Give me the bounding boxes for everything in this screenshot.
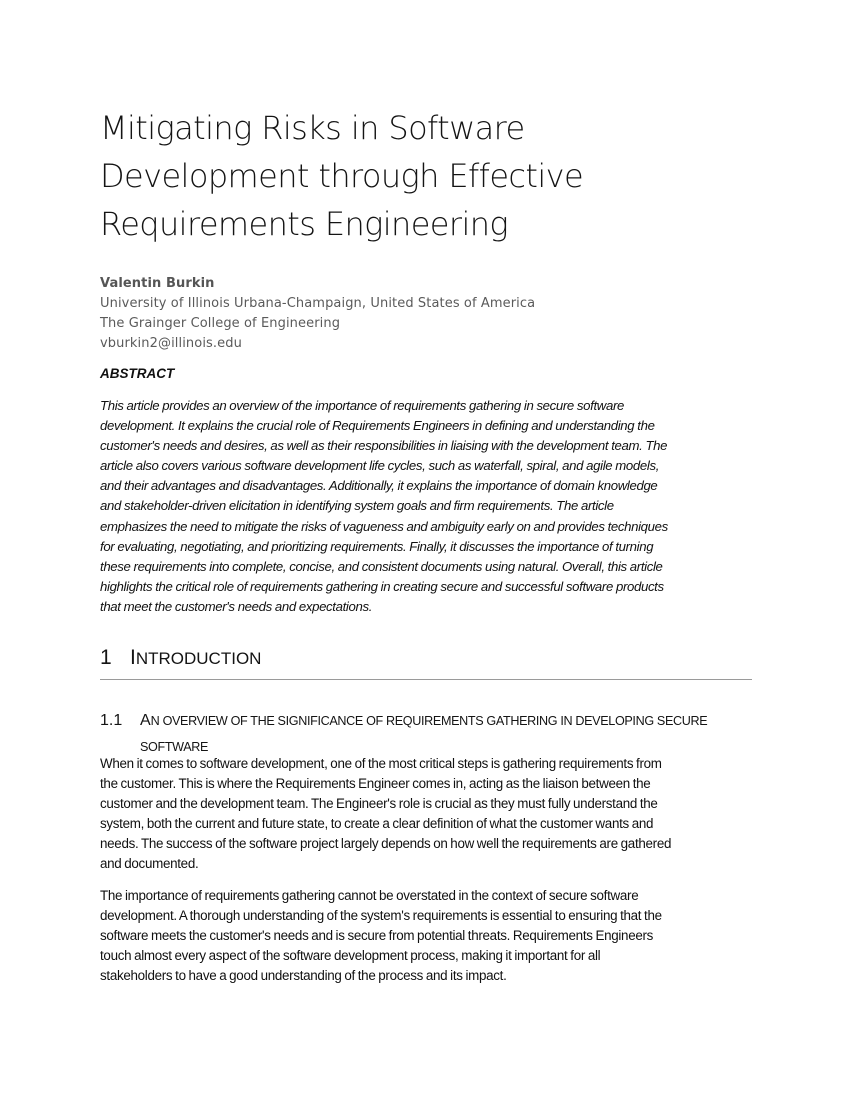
body-line: and documented. bbox=[100, 856, 199, 872]
title-line: Requirements Engineering bbox=[100, 205, 509, 243]
author-affiliation: University of Illinois Urbana-Champaign, United States of America bbox=[100, 296, 536, 311]
abstract-line: that meet the customer's needs and expectations. bbox=[100, 598, 373, 614]
body-line: development. A thorough understanding of the system's requirements is essential to ensuring that the bbox=[100, 908, 662, 924]
body-paragraph bbox=[100, 754, 755, 875]
author-college: The Grainger College of Engineering bbox=[100, 316, 341, 331]
body-line: touch almost every aspect of the software development process, making it important for all bbox=[100, 948, 601, 964]
paper-title bbox=[100, 104, 752, 248]
title-line: Development through Effective bbox=[100, 157, 584, 195]
body-line: the customer. This is where the Requirements Engineer comes in, acting as the liaison between the bbox=[100, 776, 651, 792]
abstract-text bbox=[100, 396, 755, 617]
abstract-line: and stakeholder-driven elicitation in identifying system goals and firm requirements. The article bbox=[100, 498, 614, 514]
subsection-title-initial: A bbox=[140, 712, 151, 729]
subsection-title-line2: SOFTWARE bbox=[140, 740, 209, 754]
title-line: Mitigating Risks in Software bbox=[100, 109, 525, 147]
abstract-line: development. It explains the crucial role of Requirements Engineers in defining and understanding the bbox=[100, 418, 655, 434]
body-line: stakeholders to have a good understanding of the process and its impact. bbox=[100, 968, 507, 984]
abstract-line: emphasizes the need to mitigate the risks of vagueness and ambiguity early on and provides techniques bbox=[100, 518, 668, 534]
abstract-line: This article provides an overview of the importance of requirements gathering in secure software bbox=[100, 398, 624, 413]
abstract-heading: ABSTRACT bbox=[100, 366, 175, 381]
abstract-line: for evaluating, negotiating, and prioritizing requirements. Finally, it discusses the importance of turning bbox=[100, 538, 654, 554]
subsection-number: 1.1 bbox=[100, 712, 123, 729]
body-line: system, both the current and future state, to create a clear definition of what the customer wants and bbox=[100, 816, 654, 832]
abstract-line: these requirements into complete, concise, and consistent documents using natural. Overall, this article bbox=[100, 558, 663, 574]
subsection-title-rest: N OVERVIEW OF THE SIGNIFICANCE OF REQUIREMENTS GATHERING IN DEVELOPING SECURE bbox=[150, 714, 708, 728]
section-title-initial: I bbox=[130, 646, 136, 669]
author-name: Valentin Burkin bbox=[100, 276, 215, 291]
body-line: needs. The success of the software project largely depends on how well the requirements are gathered bbox=[100, 836, 672, 852]
section-number: 1 bbox=[100, 646, 112, 669]
author-block bbox=[100, 274, 535, 354]
body-line: customer and the development team. The Engineer's role is crucial as they must fully understand the bbox=[100, 796, 658, 812]
body-line: The importance of requirements gathering cannot be overstated in the context of secure software bbox=[100, 888, 639, 903]
abstract-line: and their advantages and disadvantages. Additionally, it explains the importance of domain knowledge bbox=[100, 478, 658, 494]
abstract-line: highlights the critical role of requirements gathering in creating secure and successful software products bbox=[100, 578, 664, 594]
body-line: software meets the customer's needs and is secure from potential threats. Requirements Engineers bbox=[100, 928, 654, 944]
section-title-rest: NTRODUCTION bbox=[135, 649, 262, 668]
body-line: When it comes to software development, one of the most critical steps is gathering requirements from bbox=[100, 756, 662, 771]
section-heading-introduction bbox=[100, 646, 752, 680]
subsection-heading-overview bbox=[100, 706, 752, 760]
abstract-line: article also covers various software development life cycles, such as waterfall, spiral, and agile models, bbox=[100, 458, 660, 474]
body-paragraph bbox=[100, 886, 755, 986]
author-email: vburkin2@illinois.edu bbox=[100, 336, 242, 351]
abstract-line: customer's needs and desires, as well as their responsibilities in liaising with the development team. The bbox=[100, 438, 668, 454]
